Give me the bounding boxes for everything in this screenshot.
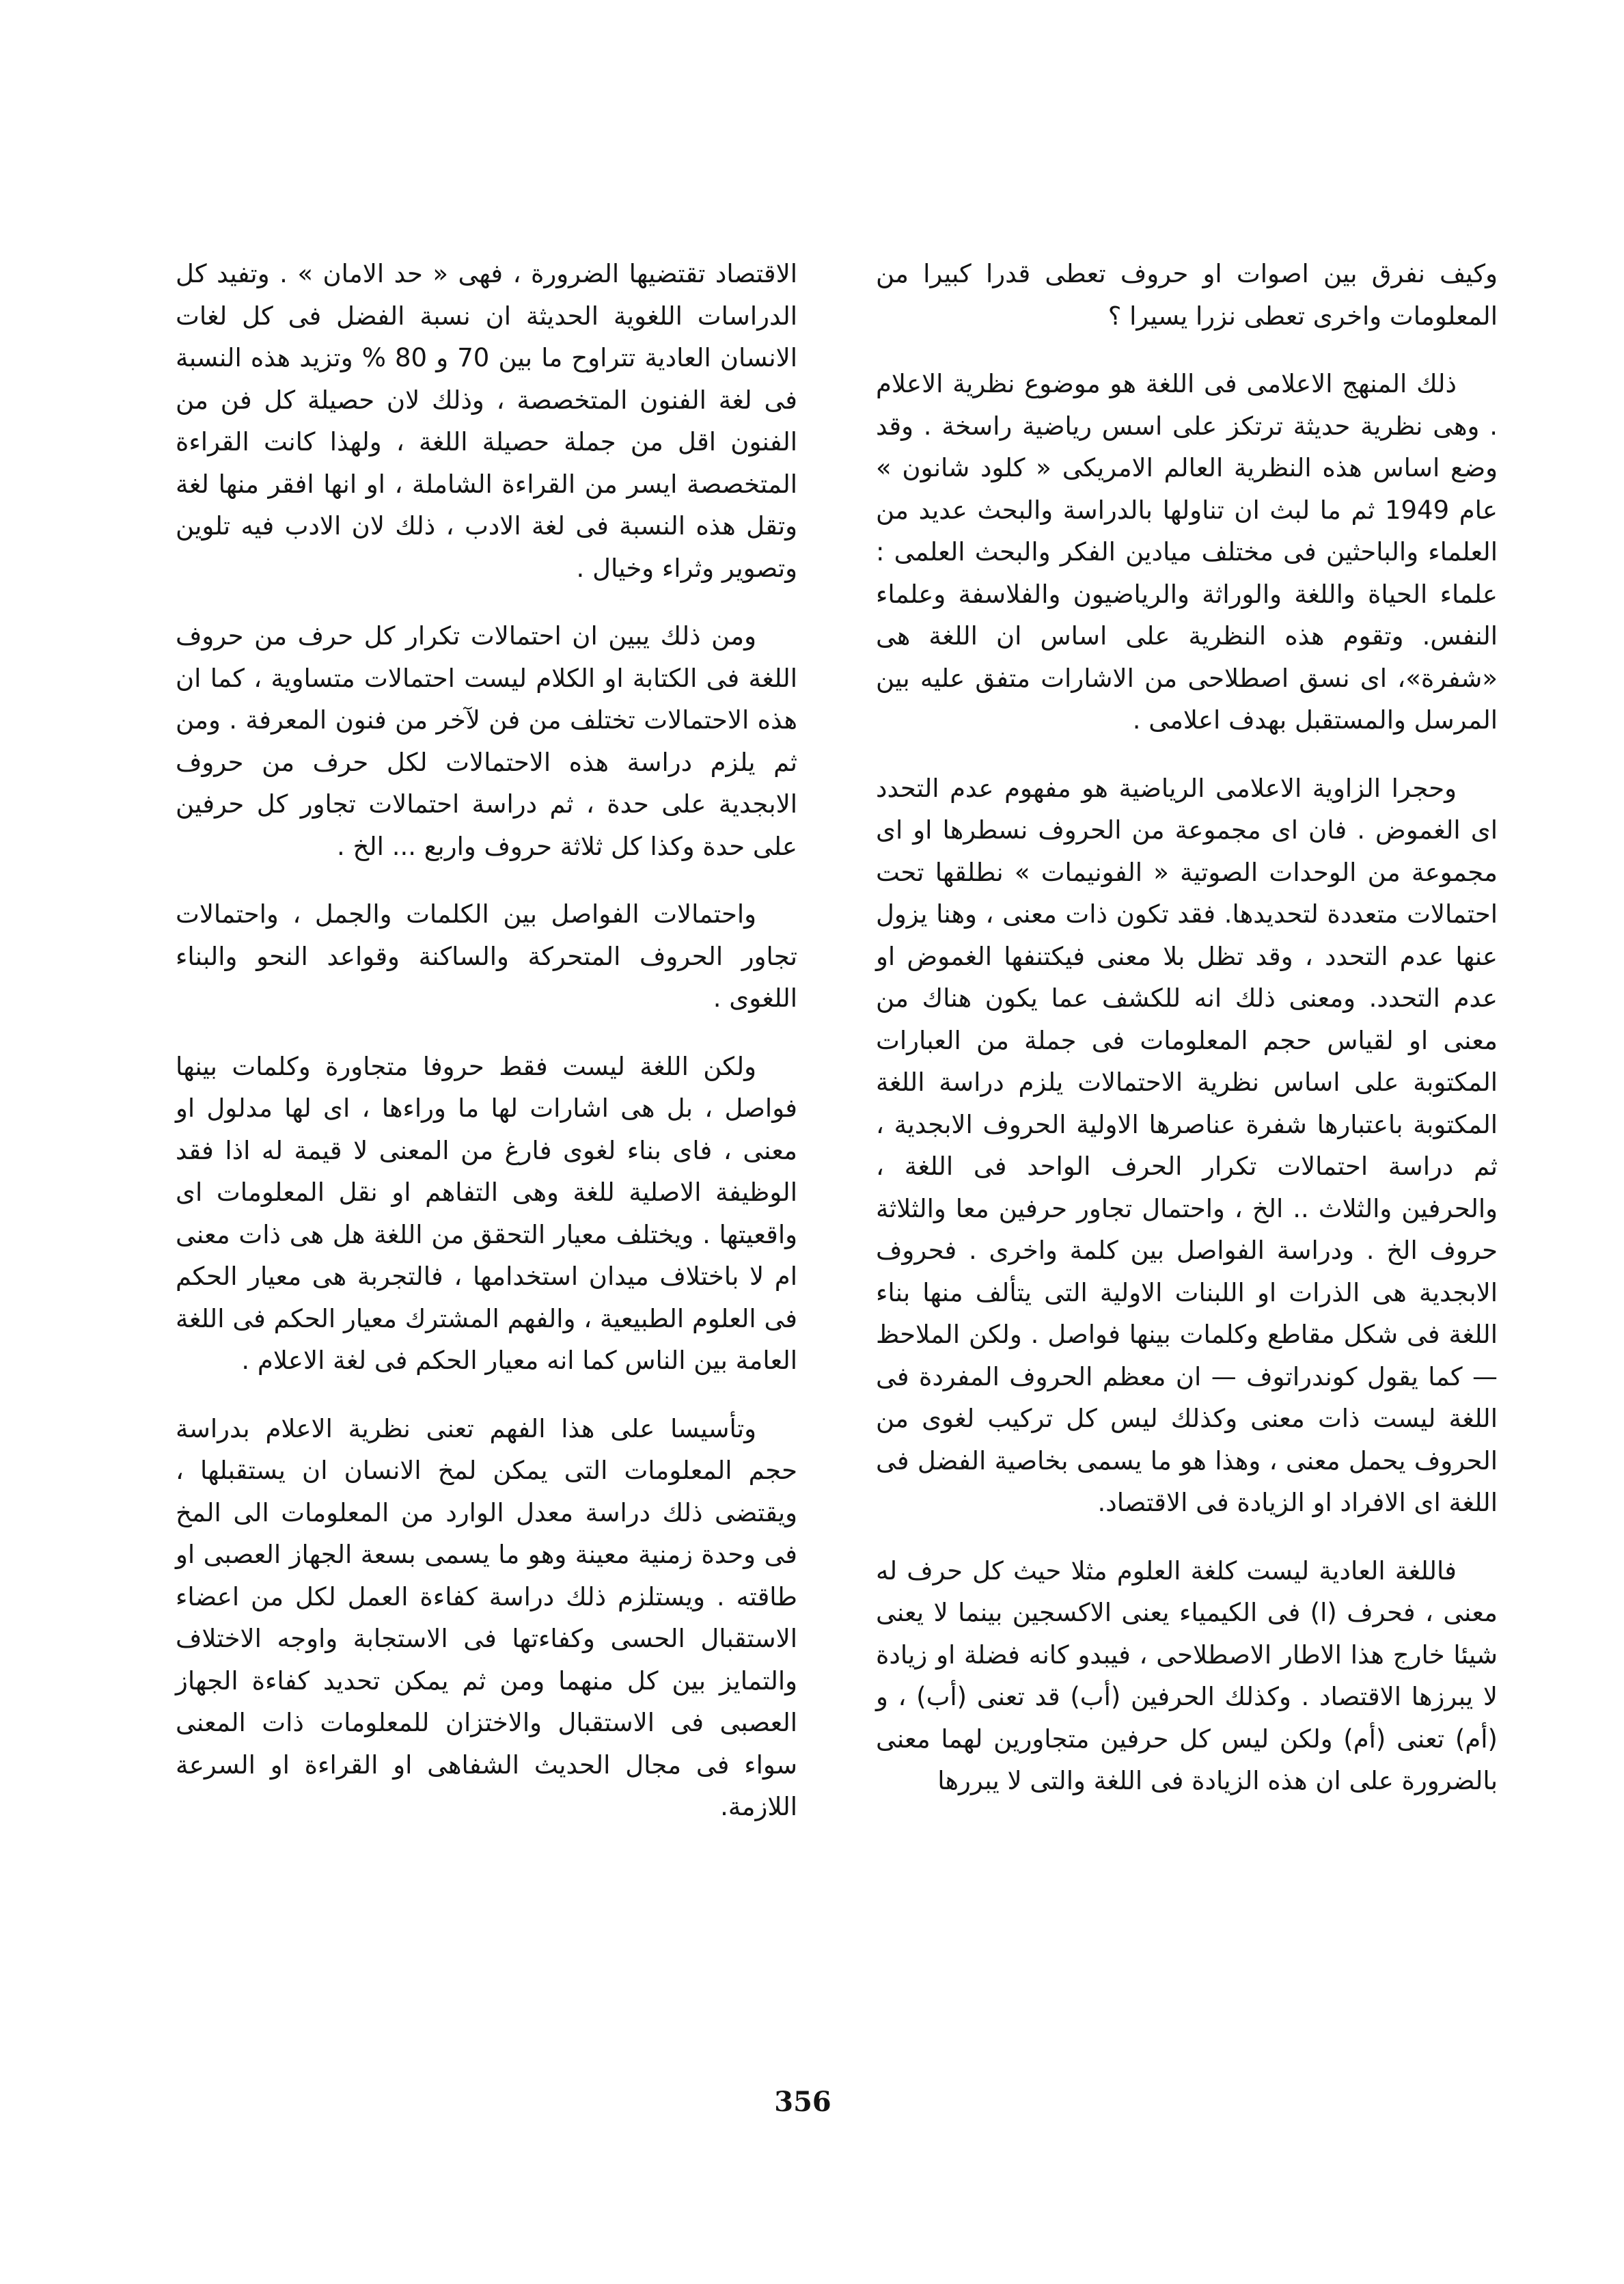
paragraph: ومن ذلك يبين ان احتمالات تكرار كل حرف من حروف اللغة فى الكتابة او الكلام ليست احتمالات متساوية ، كما ان هذه الاحتمالات تختلف من فن لآخر من فنون المعرفة . ومن ثم يلزم دراسة هذه الاحتمالات لكل حرف من حروف الابجدية على حدة ، ثم دراسة احتمالات تجاور كل حرفين على حدة وكذا كل ثلاثة حروف واربع ... الخ . <box>176 621 797 861</box>
paragraph: واحتمالات الفواصل بين الكلمات والجمل ، واحتمالات تجاور الحروف المتحركة والساكنة وقواعد النحو والبناء اللغوى . <box>176 899 797 1013</box>
paragraph: ذلك المنهج الاعلامى فى اللغة هو موضوع نظرية الاعلام . وهى نظرية حديثة ترتكز على اسس رياضية راسخة . وقد وضع اساس هذه النظرية العالم الامريكى « كلود شانون » عام 1949 ثم ما لبث ان تناولها بالدراسة والبحث عديد من العلماء والباحثين فى مختلف ميادين الفكر والبحث العلمى : علماء الحياة واللغة والوراثة والرياضيون والفلاسفة وعلماء النفس. وتقوم هذه النظرية على اساس ان اللغة هى «شفرة»، اى نسق اصطلاحى من الاشارات متفق عليه بين المرسل والمستقبل بهدف اعلامى . <box>876 369 1498 735</box>
paragraph: الاقتصاد تقتضيها الضرورة ، فهى « حد الامان » . وتفيد كل الدراسات اللغوية الحديثة ان نسبة الفضل فى كل لغات الانسان العادية تتراوح ما بين 70 و 80 % وتزيد هذه النسبة فى لغة الفنون المتخصصة ، وذلك لان حصيلة كل فن من الفنون اقل من جملة حصيلة اللغة ، ولهذا كانت القراءة المتخصصة ايسر من القراءة الشاملة ، او انها افقر منها لغة وتقل هذه النسبة فى لغة الادب ، ذلك لان الادب فيه تلوين وتصوير وثراء وخيال . <box>176 259 798 583</box>
paragraph: وتأسيسا على هذا الفهم تعنى نظرية الاعلام بدراسة حجم المعلومات التى يمكن لمخ الانسان ان يستقبلها ، ويقتضى ذلك دراسة معدل الوارد من المعلومات الى المخ فى وحدة زمنية معينة وهو ما يسمى بسعة الجهاز العصبى او طاقته . ويستلزم ذلك دراسة كفاءة العمل لكل من اعضاء الاستقبال الحسى وكفاءتها فى الاستجابة واوجه الاختلاف والتمايز بين كل منهما ومن ثم يمكن تحديد كفاءة الجهاز العصبى فى الاستقبال والاختزان للمعلومات ذات المعنى سواء فى مجال الحديث الشفاهى او القراءة او السرعة اللازمة. <box>176 1413 797 1821</box>
page-number: 356 <box>774 2086 831 2118</box>
paragraph: وحجرا الزاوية الاعلامى الرياضية هو مفهوم عدم التحدد اى الغموض . فان اى مجموعة من الحروف نسطرها او اى مجموعة من الوحدات الصوتية « الفونيمات » نطلقها تحت احتمالات متعددة لتحديدها. فقد تكون ذات معنى ، وهنا يزول عنها عدم التحدد ، وقد تظل بلا معنى فيكتنفها الغموض او عدم التحدد. ومعنى ذلك انه للكشف عما يكون هناك من معنى او لقياس حجم المعلومات فى جملة من العبارات المكتوبة على اساس نظرية الاحتمالات يلزم دراسة اللغة المكتوبة باعتبارها شفرة عناصرها الاولية الحروف الابجدية ، ثم دراسة احتمالات تكرار الحرف الواحد فى اللغة ، والحرفين والثلاث .. الخ ، واحتمال تجاور حرفين معا والثلاثة حروف الخ . ودراسة الفواصل بين كلمة واخرى . فحروف الابجدية هى الذرات او اللبنات الاولية التى يتألف منها بناء اللغة فى شكل مقاطع وكلمات بينها فواصل . ولكن الملاحظ — كما يقول كوندراتوف — ان معظم الحروف المفردة فى اللغة ليست ذات معنى وكذلك ليس كل تركيب لغوى من الحروف يحمل معنى ، وهذا هو ما يسمى بخاصية الفضل فى اللغة اى الافراد او الزيادة فى الاقتصاد. <box>876 773 1498 1517</box>
right-text-column <box>876 253 1498 1828</box>
left-text-column <box>176 253 797 1854</box>
paragraph: ولكن اللغة ليست فقط حروفا متجاورة وكلمات بينها فواصل ، بل هى اشارات لها ما وراءها ، اى لها مدلول او معنى ، فاى بناء لغوى فارغ من المعنى لا قيمة له اذا فقد الوظيفة الاصلية للغة وهى التفاهم او نقل المعلومات اى واقعيتها . ويختلف معيار التحقق من اللغة هل هى ذات معنى ام لا باختلاف ميدان استخدامها ، فالتجربة هى معيار الحكم فى العلوم الطبيعية ، والفهم المشترك معيار الحكم فى اللغة العامة بين الناس كما انه معيار الحكم فى لغة الاعلام . <box>176 1051 797 1375</box>
paragraph: فاللغة العادية ليست كلغة العلوم مثلا حيث كل حرف له معنى ، فحرف (ا) فى الكيمياء يعنى الاكسجين بينما لا يعنى شيئا خارج هذا الاطار الاصطلاحى ، فيبدو كانه فضلة او زيادة لا يبرزها الاقتصاد . وكذلك الحرفين (أب) قد تعنى (أب) ، و (أم) تعنى (أم) ولكن ليس كل حرفين متجاورين لهما معنى بالضرورة على ان هذه الزيادة فى اللغة والتى لا يبررها <box>876 1555 1498 1795</box>
paragraph: وكيف نفرق بين اصوات او حروف تعطى قدرا كبيرا من المعلومات واخرى تعطى نزرا يسيرا ؟ <box>876 259 1498 331</box>
